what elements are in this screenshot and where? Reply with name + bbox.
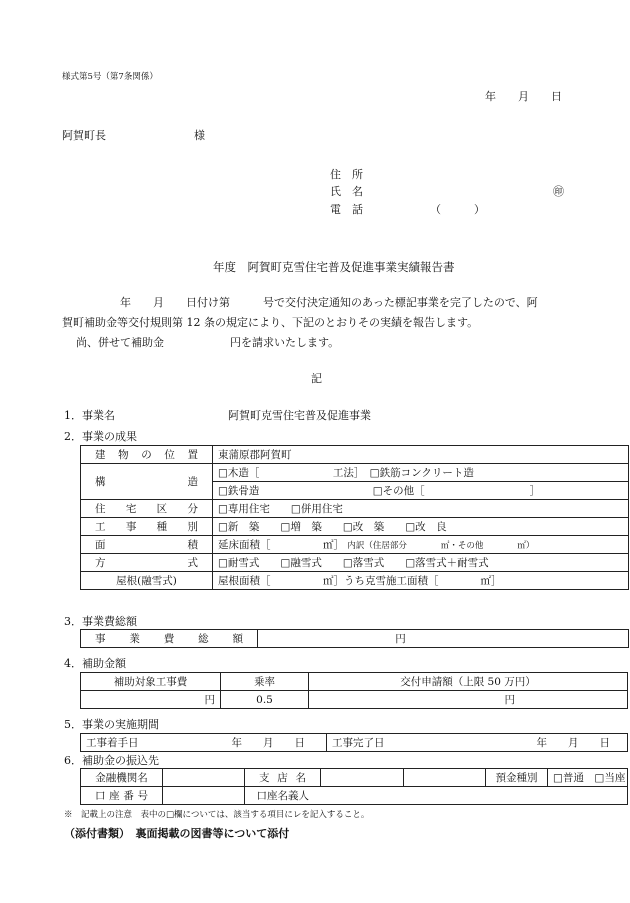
section-5-label: 5．事業の実施期間 [64,718,159,731]
seal-mark: ㊞ [553,185,564,198]
housing-value[interactable]: □専用住宅 □併用住宅 [213,500,629,518]
work-value[interactable]: □新 築 □増 築 □改 築 □改 良 [213,518,629,536]
start-label: 工事着手日 [86,737,139,749]
location-value: 東蒲原郡阿賀町 [213,446,629,464]
table-row [81,464,629,482]
results-table [80,445,629,590]
start-date[interactable]: 年 月 日 [231,737,305,749]
table-row [81,787,628,805]
structure-option-1[interactable]: □木造［ 工法］ □鉄筋コンクリート造 [213,464,629,482]
table-row [81,536,629,554]
form-number: 様式第5号（第7条関係） [62,72,158,82]
account-holder-value[interactable] [321,787,628,805]
method-label: 方式 [81,554,213,572]
table-row [81,734,628,752]
end-cell[interactable] [327,734,628,752]
date-line: 年 月 日 [485,90,562,103]
roof-value[interactable]: 屋根面積［ ㎡］うち克雪施工面積［ ㎡］ [213,572,629,590]
end-label: 工事完了日 [332,737,385,749]
table-row [81,518,629,536]
table-row [81,500,629,518]
deposit-type-label: 預金種別 [486,769,548,787]
floor-area[interactable]: 延床面積［ ㎡］ [218,539,344,551]
table-row [81,691,628,709]
attachment-note: （添付書類） 裏面掲載の図書等について添付 [64,827,290,840]
ki-mark: 記 [311,372,322,385]
note-text: ※ 記載上の注意 表中の□欄については、該当する項目にレを記入すること。 [64,810,370,820]
area-breakdown[interactable]: 内訳（住居部分 ㎡・その他 ㎡） [347,541,535,551]
work-label: 工事種別 [81,518,213,536]
area-value[interactable] [213,536,629,554]
deposit-type-options[interactable]: □普通 □当座 [548,769,628,787]
address-label: 住 所 [330,168,363,181]
subsidy-amount-value[interactable]: 円 [309,691,628,709]
subsidy-header-rate: 乗率 [221,673,309,691]
section-2-label: 2．事業の成果 [64,430,137,443]
body-line-1: 年 月 日付け第 号で交付決定通知のあった標記事業を完了したので、阿 [120,296,538,309]
addressee: 阿賀町長 様 [62,129,205,142]
section-1-value: 阿賀町克雪住宅普及促進事業 [228,409,371,422]
body-line-2: 賀町補助金等交付規則第 12 条の規定により、下記のとおりその実績を報告します。 [62,316,479,329]
bank-name-label: 金融機関名 [81,769,163,787]
roof-label: 屋根(融雪式) [81,572,213,590]
table-row [81,446,629,464]
subsidy-cost-value[interactable]: 円 [81,691,221,709]
body-line-3: 尚、併せて補助金 円を請求いたします。 [76,336,340,349]
section-3-label: 3．事業費総額 [64,615,137,628]
end-date[interactable]: 年 月 日 [536,737,610,749]
table-row [81,769,628,787]
start-cell[interactable] [81,734,327,752]
subsidy-header-amount: 交付申請額（上限 50 万円） [309,673,628,691]
structure-steel[interactable]: □鉄骨造 [218,485,260,497]
account-holder-label: 口座名義人 [245,787,321,805]
document-title: 年度 阿賀町克雪住宅普及促進事業実績報告書 [213,260,455,274]
phone-paren: （ ） [430,203,485,216]
method-value[interactable]: □耐雪式 □融雪式 □落雪式 □落雪式＋耐雪式 [213,554,629,572]
cost-value[interactable]: 円 [258,630,629,648]
subsidy-table [80,672,628,709]
branch-label: 支店名 [245,769,321,787]
cost-table [80,629,629,648]
cost-label: 事業費総額 [81,630,258,648]
account-number-label: 口座番号 [81,787,163,805]
structure-option-2[interactable] [213,482,629,500]
housing-label: 住宅区分 [81,500,213,518]
section-1-label: 1．事業名 [64,409,115,422]
name-label: 氏 名 [330,185,363,198]
account-number-value[interactable] [163,787,245,805]
location-label: 建物の位置 [81,446,213,464]
blank-cell [404,769,486,787]
table-row [81,673,628,691]
table-row [81,572,629,590]
table-row [81,554,629,572]
area-label: 面積 [81,536,213,554]
period-table [80,733,628,752]
branch-value[interactable] [321,769,404,787]
structure-other[interactable]: □その他［ ］ [372,485,541,497]
bank-name-value[interactable] [163,769,245,787]
subsidy-rate-value: 0.5 [221,691,309,709]
subsidy-header-cost: 補助対象工事費 [81,673,221,691]
structure-label: 構造 [81,464,213,500]
bank-table [80,768,628,805]
phone-label: 電 話 [330,203,363,216]
section-6-label: 6．補助金の振込先 [64,754,159,767]
section-4-label: 4．補助金額 [64,657,126,670]
table-row [81,630,629,648]
